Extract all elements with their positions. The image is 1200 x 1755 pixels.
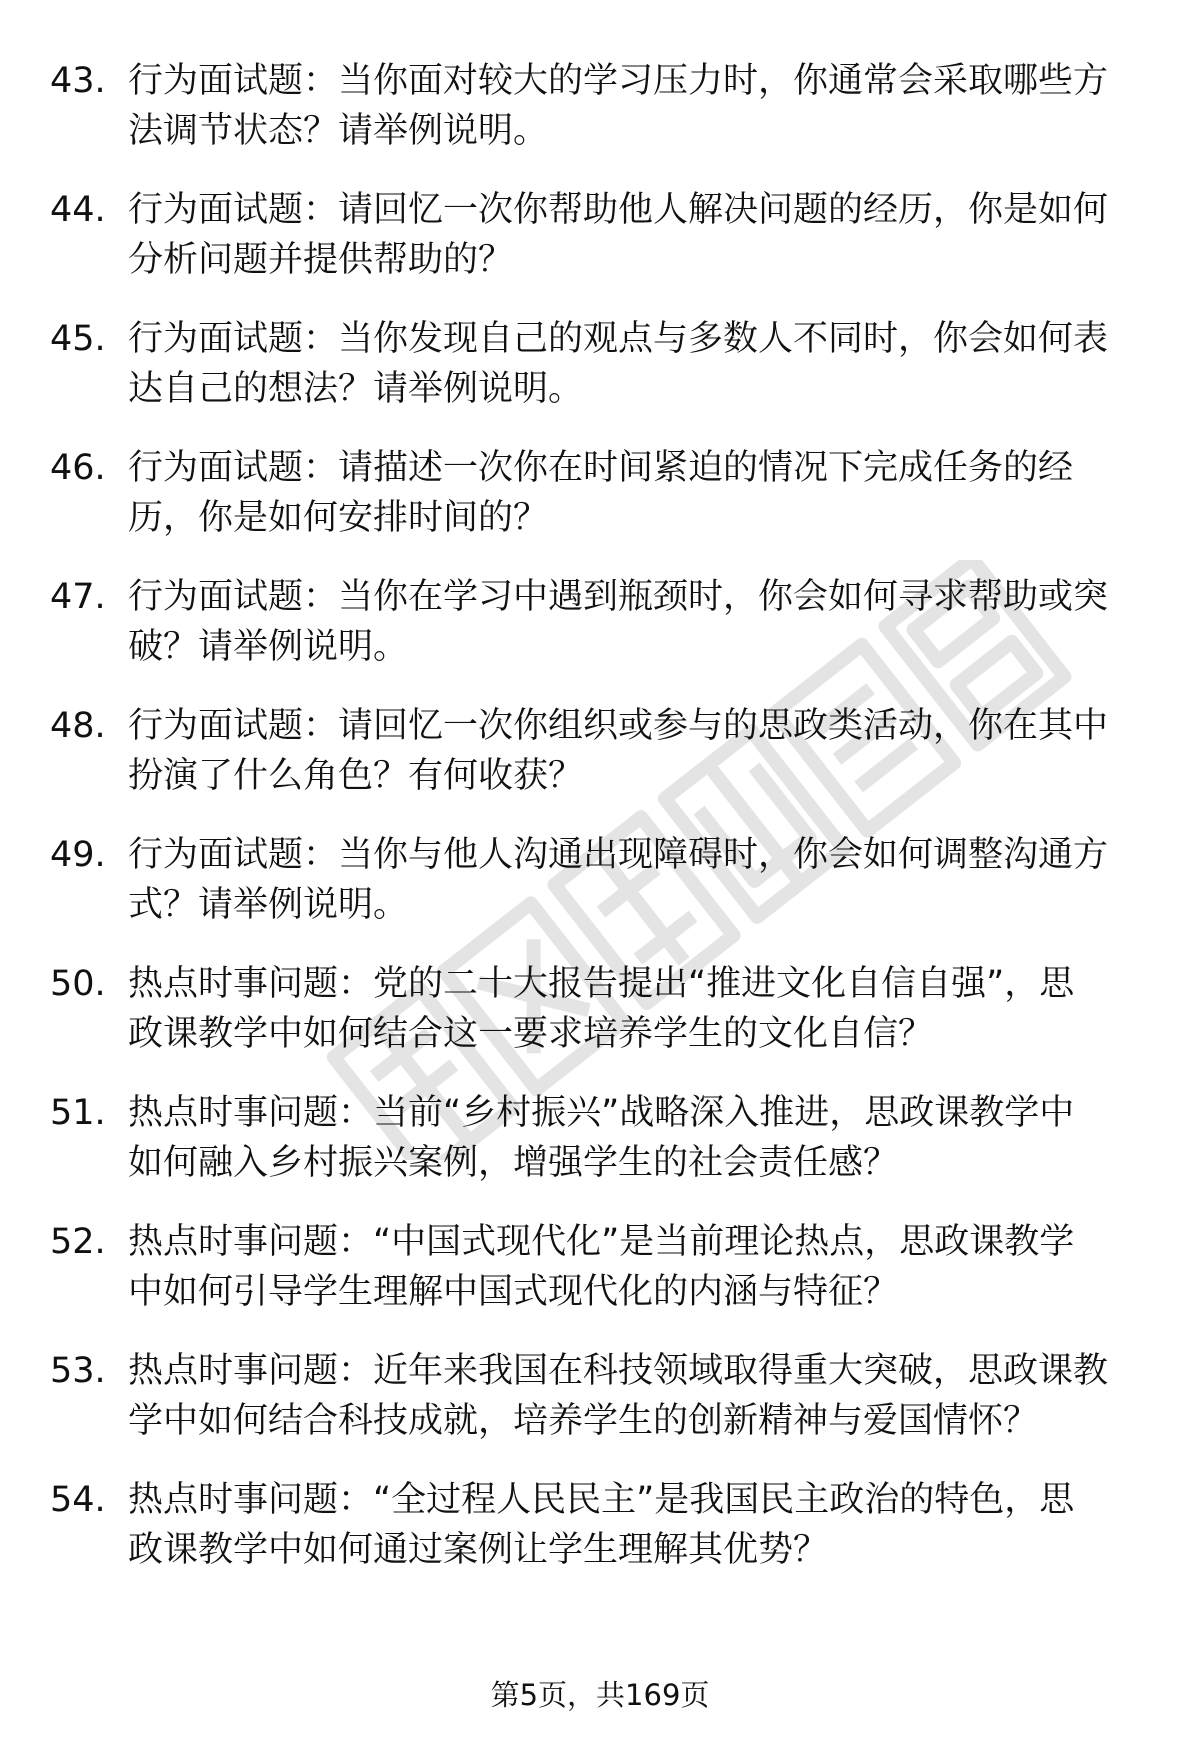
question-line: 政课教学中如何结合这一要求培养学生的文化自信？	[128, 1014, 934, 1054]
question-text	[128, 314, 1140, 414]
question-item	[0, 314, 1200, 443]
question-text	[128, 1475, 1140, 1575]
question-line: 行为面试题：当你面对较大的学习压力时，你通常会采取哪些方	[128, 61, 1109, 101]
question-list	[0, 56, 1200, 1604]
question-text	[128, 185, 1140, 285]
question-text	[128, 56, 1140, 156]
question-number: 44.	[50, 190, 106, 230]
question-line: 行为面试题：当你在学习中遇到瓶颈时，你会如何寻求帮助或突	[128, 577, 1109, 617]
question-line: 行为面试题：请回忆一次你帮助他人解决问题的经历，你是如何	[128, 190, 1109, 230]
question-text	[128, 1346, 1140, 1446]
question-line: 如何融入乡村振兴案例，增强学生的社会责任感？	[128, 1143, 899, 1183]
question-line: 热点时事问题：近年来我国在科技领域取得重大突破，思政课教	[128, 1351, 1109, 1391]
question-number: 46.	[50, 448, 106, 488]
question-text	[128, 443, 1140, 543]
question-line: 式？请举例说明。	[128, 885, 409, 925]
question-item	[0, 701, 1200, 830]
question-item	[0, 185, 1200, 314]
question-item	[0, 1088, 1200, 1217]
question-line: 行为面试题：当你发现自己的观点与多数人不同时，你会如何表	[128, 319, 1109, 359]
question-line: 热点时事问题：当前“乡村振兴”战略深入推进，思政课教学中	[128, 1093, 1075, 1133]
question-line: 政课教学中如何通过案例让学生理解其优势？	[128, 1530, 829, 1570]
question-number: 48.	[50, 706, 106, 746]
question-number: 45.	[50, 319, 106, 359]
question-item	[0, 830, 1200, 959]
question-text	[128, 572, 1140, 672]
question-line: 行为面试题：请回忆一次你组织或参与的思政类活动，你在其中	[128, 706, 1109, 746]
question-line: 行为面试题：当你与他人沟通出现障碍时，你会如何调整沟通方	[128, 835, 1109, 875]
question-line: 热点时事问题：“全过程人民民主”是我国民主政治的特色，思	[128, 1480, 1075, 1520]
question-line: 分析问题并提供帮助的？	[128, 240, 514, 280]
question-line: 热点时事问题：党的二十大报告提出“推进文化自信自强”，思	[128, 964, 1075, 1004]
question-item	[0, 1346, 1200, 1475]
question-item	[0, 959, 1200, 1088]
question-line: 行为面试题：请描述一次你在时间紧迫的情况下完成任务的经	[128, 448, 1074, 488]
question-line: 法调节状态？请举例说明。	[128, 111, 549, 151]
question-line: 扮演了什么角色？有何收获？	[128, 756, 584, 796]
question-item	[0, 572, 1200, 701]
question-line: 学中如何结合科技成就，培养学生的创新精神与爱国情怀？	[128, 1401, 1039, 1441]
question-number: 51.	[50, 1093, 106, 1133]
question-item	[0, 1475, 1200, 1604]
question-text	[128, 959, 1140, 1059]
page-footer: 第5页，共169页	[490, 1678, 710, 1712]
question-line: 中如何引导学生理解中国式现代化的内涵与特征？	[128, 1272, 899, 1312]
question-number: 52.	[50, 1222, 106, 1262]
question-number: 47.	[50, 577, 106, 617]
question-number: 50.	[50, 964, 106, 1004]
question-text	[128, 701, 1140, 801]
question-line: 热点时事问题：“中国式现代化”是当前理论热点，思政课教学	[128, 1222, 1075, 1262]
question-text	[128, 1217, 1140, 1317]
question-number: 49.	[50, 835, 106, 875]
question-text	[128, 830, 1140, 930]
question-number: 53.	[50, 1351, 106, 1391]
question-number: 54.	[50, 1480, 106, 1520]
question-line: 达自己的想法？请举例说明。	[128, 369, 584, 409]
question-item	[0, 56, 1200, 185]
question-line: 历，你是如何安排时间的？	[128, 498, 549, 538]
question-line: 破？请举例说明。	[128, 627, 409, 667]
question-item	[0, 1217, 1200, 1346]
question-item	[0, 443, 1200, 572]
question-text	[128, 1088, 1140, 1188]
question-number: 43.	[50, 61, 106, 101]
